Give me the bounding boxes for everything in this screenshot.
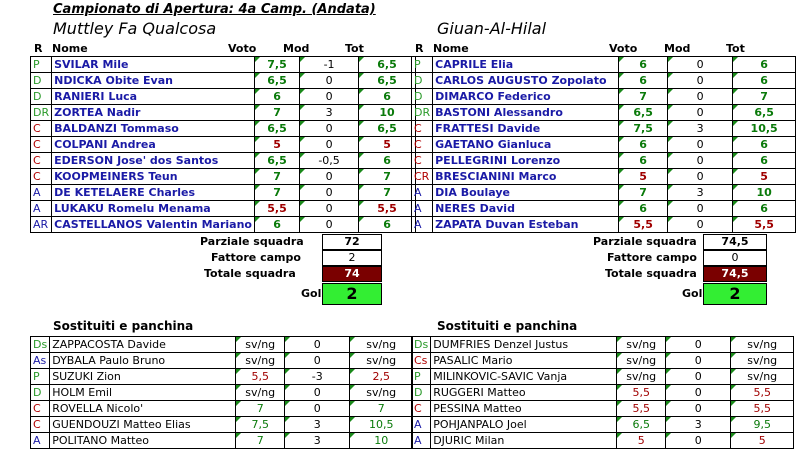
player-name: DIMARCO Federico (433, 89, 619, 105)
player-tot: 5 (731, 433, 794, 449)
player-role: P (412, 369, 431, 385)
player-tot: 6 (733, 153, 796, 169)
player-mod: 3 (300, 105, 359, 121)
player-row (412, 169, 796, 185)
player-voto: sv/ng (236, 337, 285, 353)
player-row (31, 201, 416, 217)
player-tot: 6 (733, 137, 796, 153)
bench-row (31, 369, 413, 385)
player-tot: 6,5 (733, 105, 796, 121)
player-name: PASALIC Mario (431, 353, 617, 369)
away-bench-table (411, 336, 794, 449)
away-gol-row (411, 282, 797, 304)
player-role: C (31, 169, 52, 185)
player-voto: 6 (619, 57, 668, 73)
player-role: A (412, 217, 433, 233)
player-mod: 0 (666, 353, 731, 369)
col-tot: Tot (345, 42, 364, 55)
player-mod: 0 (668, 57, 733, 73)
player-mod: 0 (666, 337, 731, 353)
page-title: Campionato di Apertura: 4a Camp. (Andata) (53, 2, 376, 17)
home-fattore-value: 2 (322, 250, 382, 266)
gol-label: Gol (682, 287, 703, 300)
player-name: BRESCIANINI Marco (433, 169, 619, 185)
player-row (31, 73, 416, 89)
player-mod: 0 (285, 337, 350, 353)
player-voto: sv/ng (236, 353, 285, 369)
home-totale-value: 74 (322, 266, 382, 282)
player-mod: 0 (285, 353, 350, 369)
player-name: MILINKOVIC-SAVIC Vanja (431, 369, 617, 385)
player-role: As (31, 353, 50, 369)
player-name: CASTELLANOS Valentin Mariano (52, 217, 255, 233)
player-row (412, 73, 796, 89)
player-tot: 6 (733, 73, 796, 89)
player-name: PESSINA Matteo (431, 401, 617, 417)
home-fattore-row (30, 250, 416, 266)
player-tot: sv/ng (350, 337, 413, 353)
home-bench-table (30, 336, 413, 449)
player-mod: 0 (668, 217, 733, 233)
player-mod: 0 (300, 121, 359, 137)
player-row (31, 185, 416, 201)
player-voto: 6 (254, 217, 299, 233)
bench-row (31, 385, 413, 401)
col-r: R (415, 42, 424, 55)
col-r: R (34, 42, 43, 55)
player-mod: 3 (666, 417, 731, 433)
home-gol-value: 2 (322, 283, 382, 305)
player-tot: 10 (350, 433, 413, 449)
player-voto: 6,5 (254, 121, 299, 137)
player-tot: 6 (733, 201, 796, 217)
player-tot: 5,5 (731, 385, 794, 401)
player-mod: 0 (666, 369, 731, 385)
player-mod: 0 (300, 217, 359, 233)
away-totale-value: 74,5 (703, 266, 767, 282)
player-voto: sv/ng (617, 369, 666, 385)
player-name: RANIERI Luca (52, 89, 255, 105)
away-lineup-table (411, 56, 796, 233)
player-voto: 5,5 (619, 217, 668, 233)
away-column-headers (411, 40, 797, 56)
player-row (412, 153, 796, 169)
col-tot: Tot (726, 42, 745, 55)
away-parziale-row (411, 234, 797, 250)
parziale-label: Parziale squadra (200, 235, 304, 248)
player-role: CR (412, 169, 433, 185)
player-row (31, 137, 416, 153)
player-row (412, 121, 796, 137)
player-mod: 0 (668, 89, 733, 105)
player-mod: 0 (668, 105, 733, 121)
player-voto: 7 (254, 169, 299, 185)
player-mod: 0 (666, 385, 731, 401)
player-tot: 6 (733, 57, 796, 73)
player-voto: 7 (236, 433, 285, 449)
player-name: SUZUKI Zion (50, 369, 236, 385)
away-bench-title: Sostituiti e panchina (437, 319, 578, 333)
player-role: DR (412, 105, 433, 121)
fattore-label: Fattore campo (607, 251, 697, 264)
home-lineup-table (30, 56, 416, 233)
player-tot: 10 (359, 105, 416, 121)
away-team-name: Giuan-Al-Hilal (437, 19, 547, 38)
away-panel (411, 40, 797, 304)
player-row (412, 89, 796, 105)
totale-label: Totale squadra (204, 267, 296, 280)
player-role: A (412, 201, 433, 217)
player-name: ZORTEA Nadir (52, 105, 255, 121)
player-row (412, 185, 796, 201)
player-role: D (31, 89, 52, 105)
player-tot: 10,5 (733, 121, 796, 137)
player-role: DR (31, 105, 52, 121)
player-name: RUGGERI Matteo (431, 385, 617, 401)
home-parziale-row (30, 234, 416, 250)
home-totale-row (30, 266, 416, 282)
player-name: DYBALA Paulo Bruno (50, 353, 236, 369)
player-role: Ds (412, 337, 431, 353)
player-voto: 5,5 (617, 401, 666, 417)
player-voto: sv/ng (236, 385, 285, 401)
player-mod: 0 (666, 401, 731, 417)
player-voto: 6 (619, 137, 668, 153)
player-mod: 0 (668, 153, 733, 169)
bench-row (31, 433, 413, 449)
player-row (412, 217, 796, 233)
player-name: GUENDOUZI Matteo Elias (50, 417, 236, 433)
player-name: ZAPPACOSTA Davide (50, 337, 236, 353)
player-voto: 5 (254, 137, 299, 153)
player-tot: sv/ng (731, 337, 794, 353)
player-name: DJURIC Milan (431, 433, 617, 449)
player-mod: 0 (285, 385, 350, 401)
player-voto: sv/ng (617, 337, 666, 353)
player-row (31, 57, 416, 73)
player-role: A (31, 433, 50, 449)
player-mod: 3 (285, 433, 350, 449)
player-tot: 5,5 (359, 201, 416, 217)
bench-row (412, 401, 794, 417)
player-name: SVILAR Mile (52, 57, 255, 73)
player-name: DUMFRIES Denzel Justus (431, 337, 617, 353)
player-role: D (31, 73, 52, 89)
player-name: CAPRILE Elia (433, 57, 619, 73)
player-tot: 9,5 (731, 417, 794, 433)
player-role: P (412, 57, 433, 73)
player-voto: 5,5 (254, 201, 299, 217)
player-voto: 7 (619, 89, 668, 105)
player-row (31, 153, 416, 169)
player-voto: 6,5 (254, 153, 299, 169)
gol-label: Gol (301, 287, 322, 300)
player-row (31, 217, 416, 233)
player-role: D (31, 385, 50, 401)
player-mod: 0 (668, 73, 733, 89)
player-role: C (412, 153, 433, 169)
player-row (412, 137, 796, 153)
player-name: NDICKA Obite Evan (52, 73, 255, 89)
bench-row (412, 433, 794, 449)
player-voto: 7 (236, 401, 285, 417)
bench-row (412, 417, 794, 433)
player-role: P (31, 57, 52, 73)
player-voto: sv/ng (617, 353, 666, 369)
player-role: P (31, 369, 50, 385)
player-name: PELLEGRINI Lorenzo (433, 153, 619, 169)
player-tot: 2,5 (350, 369, 413, 385)
player-tot: 7 (359, 169, 416, 185)
player-voto: 6,5 (254, 73, 299, 89)
player-name: NERES David (433, 201, 619, 217)
player-tot: 6 (359, 217, 416, 233)
home-panel (30, 40, 416, 304)
player-voto: 5,5 (617, 385, 666, 401)
player-tot: 5 (733, 169, 796, 185)
player-voto: 5,5 (236, 369, 285, 385)
player-tot: 7 (359, 185, 416, 201)
player-tot: sv/ng (731, 369, 794, 385)
player-tot: sv/ng (350, 385, 413, 401)
player-voto: 6,5 (617, 417, 666, 433)
away-gol-value: 2 (703, 283, 767, 305)
player-name: BASTONI Alessandro (433, 105, 619, 121)
player-voto: 6 (619, 73, 668, 89)
player-tot: 10,5 (350, 417, 413, 433)
player-mod: 0 (285, 401, 350, 417)
bench-row (31, 417, 413, 433)
player-mod: 0 (300, 201, 359, 217)
player-name: CARLOS AUGUSTO Zopolato (433, 73, 619, 89)
player-tot: 6,5 (359, 121, 416, 137)
col-name: Nome (52, 42, 88, 55)
parziale-label: Parziale squadra (593, 235, 697, 248)
player-tot: 6,5 (359, 57, 416, 73)
bench-row (412, 369, 794, 385)
player-row (31, 89, 416, 105)
player-role: C (31, 417, 50, 433)
player-tot: 7 (350, 401, 413, 417)
player-mod: -3 (285, 369, 350, 385)
player-role: D (412, 73, 433, 89)
player-tot: sv/ng (731, 353, 794, 369)
player-role: A (412, 417, 431, 433)
bench-row (412, 337, 794, 353)
totale-label: Totale squadra (605, 267, 697, 280)
player-mod: 0 (668, 169, 733, 185)
player-name: KOOPMEINERS Teun (52, 169, 255, 185)
player-voto: 7 (254, 105, 299, 121)
bench-row (412, 385, 794, 401)
player-name: EDERSON Jose' dos Santos (52, 153, 255, 169)
player-mod: 0 (300, 73, 359, 89)
player-mod: 0 (668, 201, 733, 217)
player-voto: 6 (619, 201, 668, 217)
player-role: A (412, 433, 431, 449)
player-voto: 6 (619, 153, 668, 169)
home-gol-row (30, 282, 416, 304)
player-voto: 6,5 (619, 105, 668, 121)
player-name: GAETANO Gianluca (433, 137, 619, 153)
player-role: C (412, 137, 433, 153)
player-mod: 3 (668, 185, 733, 201)
player-row (31, 169, 416, 185)
player-voto: 5 (617, 433, 666, 449)
player-name: POLITANO Matteo (50, 433, 236, 449)
home-bench-title: Sostituiti e panchina (53, 319, 194, 333)
away-fattore-row (411, 250, 797, 266)
bench-row (412, 353, 794, 369)
home-column-headers (30, 40, 416, 56)
player-tot: 7 (733, 89, 796, 105)
player-mod: -1 (300, 57, 359, 73)
player-voto: 5 (619, 169, 668, 185)
player-name: FRATTESI Davide (433, 121, 619, 137)
player-tot: 5,5 (731, 401, 794, 417)
player-voto: 6 (254, 89, 299, 105)
player-name: COLPANI Andrea (52, 137, 255, 153)
player-row (412, 105, 796, 121)
player-voto: 7,5 (254, 57, 299, 73)
away-fattore-value: 0 (703, 250, 767, 266)
player-mod: -0,5 (300, 153, 359, 169)
player-row (31, 121, 416, 137)
player-role: AR (31, 217, 52, 233)
col-voto: Voto (609, 42, 638, 55)
player-name: DIA Boulaye (433, 185, 619, 201)
player-row (412, 201, 796, 217)
player-row (31, 105, 416, 121)
player-role: A (412, 185, 433, 201)
player-role: C (31, 153, 52, 169)
player-mod: 0 (300, 185, 359, 201)
player-role: C (31, 401, 50, 417)
player-voto: 7 (619, 185, 668, 201)
player-mod: 0 (668, 137, 733, 153)
player-row (412, 57, 796, 73)
player-role: Cs (412, 353, 431, 369)
away-parziale-value: 74,5 (703, 234, 767, 250)
player-name: HOLM Emil (50, 385, 236, 401)
player-voto: 7,5 (236, 417, 285, 433)
player-role: A (31, 201, 52, 217)
player-mod: 0 (300, 169, 359, 185)
player-role: C (31, 121, 52, 137)
player-role: C (31, 137, 52, 153)
player-name: ZAPATA Duvan Esteban (433, 217, 619, 233)
player-tot: 6 (359, 89, 416, 105)
player-mod: 3 (285, 417, 350, 433)
bench-row (31, 353, 413, 369)
bench-row (31, 401, 413, 417)
player-voto: 7 (254, 185, 299, 201)
player-name: POHJANPALO Joel (431, 417, 617, 433)
home-parziale-value: 72 (322, 234, 382, 250)
player-name: DE KETELAERE Charles (52, 185, 255, 201)
player-mod: 3 (668, 121, 733, 137)
col-name: Nome (433, 42, 469, 55)
player-role: D (412, 89, 433, 105)
player-role: D (412, 385, 431, 401)
player-name: BALDANZI Tommaso (52, 121, 255, 137)
player-tot: 5,5 (733, 217, 796, 233)
player-role: Ds (31, 337, 50, 353)
player-mod: 0 (300, 137, 359, 153)
player-mod: 0 (300, 89, 359, 105)
player-voto: 7,5 (619, 121, 668, 137)
player-tot: 6,5 (359, 73, 416, 89)
player-name: LUKAKU Romelu Menama (52, 201, 255, 217)
col-mod: Mod (664, 42, 691, 55)
player-tot: 5 (359, 137, 416, 153)
player-role: C (412, 401, 431, 417)
away-totale-row (411, 266, 797, 282)
col-voto: Voto (228, 42, 257, 55)
player-tot: 10 (733, 185, 796, 201)
home-team-name: Muttley Fa Qualcosa (53, 19, 217, 38)
player-role: C (412, 121, 433, 137)
fattore-label: Fattore campo (211, 251, 301, 264)
col-mod: Mod (283, 42, 310, 55)
player-tot: 6 (359, 153, 416, 169)
player-tot: sv/ng (350, 353, 413, 369)
bench-row (31, 337, 413, 353)
player-role: A (31, 185, 52, 201)
player-mod: 0 (666, 433, 731, 449)
player-name: ROVELLA Nicolo' (50, 401, 236, 417)
